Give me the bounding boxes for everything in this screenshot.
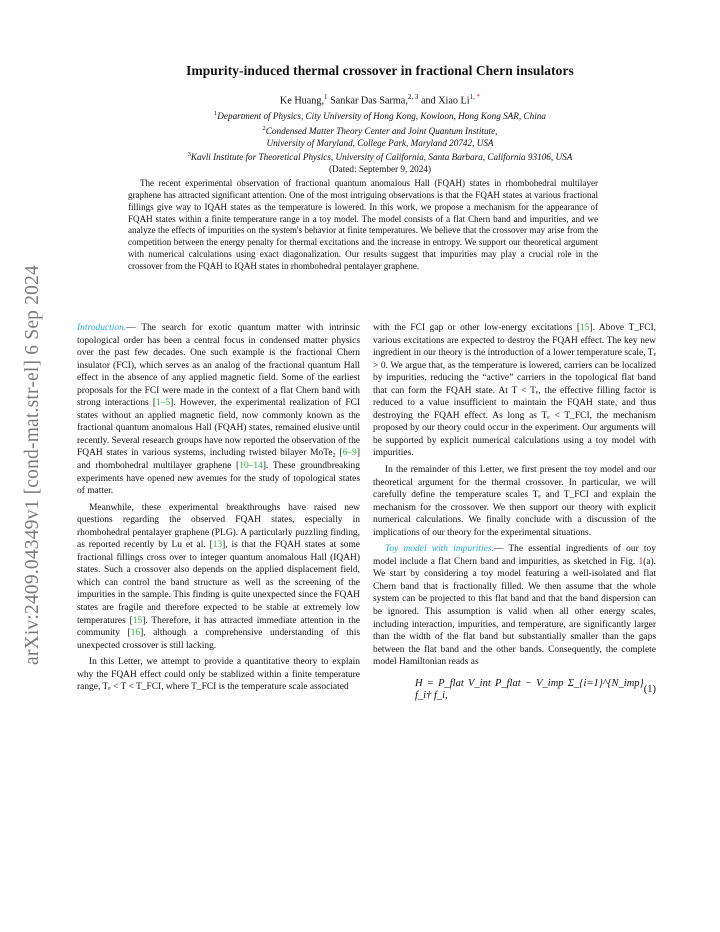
right-column bbox=[373, 322, 656, 703]
equation-body: H = P_flat V_int P_flat − V_imp Σ_{i=1}^{N_imp} f_i† f_i, bbox=[415, 677, 644, 702]
section-heading-toy-model[interactable]: Toy model with impurities. bbox=[385, 544, 494, 555]
section-heading-introduction[interactable]: Introduction. bbox=[77, 323, 127, 333]
paragraph: with the FCI gap or other low-energy excitations [15]. Above T_FCI, various excitations are expected to destroy the FQAH effect. The key new ingredient in our theory is the introduction of a lower temperature scale, Tₑ > 0. We argue that, as the temperature is lowered, carriers can be localized by impurities, reducing the “active” carriers in the topological flat band that can form the FQAH state. At T < Tₑ, the effective filling factor is reduced to a value insufficient to maintain the FQAH state, and thus destroying the FQAH effect. As long as Tₑ < T_FCI, the mechanism proposed by our theory could occur in the experiment. Our arguments will be supported by explicit numerical calculations using a toy model with impurities. bbox=[373, 323, 656, 459]
affiliation-line: University of Maryland, College Park, Maryland 20742, USA bbox=[266, 137, 494, 148]
citation-link[interactable]: 15 bbox=[132, 615, 143, 626]
paper-header bbox=[100, 63, 660, 174]
paper-title: Impurity-induced thermal crossover in fractional Chern insulators bbox=[186, 63, 574, 78]
citation-link[interactable]: 16 bbox=[130, 628, 141, 639]
arxiv-id: arXiv:2409.04349v1 [cond-mat.str-el] 6 Sep 2024 bbox=[22, 264, 43, 666]
corresponding-author-link[interactable]: * bbox=[476, 93, 481, 101]
paragraph: Meanwhile, these experimental breakthroughs have raised new questions regarding the observed FQAH states, especially in rhombohedral pentalayer graphene (PLG). A particularly puzzling finding, as reported recently by Lu et al. [13], is that the FQAH states at some fractional fillings cross over to integer quantum anomalous Hall (IQAH) states. Such a crossover also depends on the applied displacement field, which can control the band structure as well as the screening of the impurities in the sample. This finding is quite unexpected since the FQAH states are fragile and therefore expected to be stable at extremely low temperatures [15]. Therefore, it has attracted immediate attention in the community [16], although a comprehensive understanding of this unexpected crossover is still lacking. bbox=[77, 502, 360, 651]
affiliation-line: $^3$Kavli Institute for Theoretical Physics, University of California, Santa Barbara, California 93106, USA bbox=[187, 151, 573, 163]
author-list bbox=[100, 93, 660, 106]
equation-1 bbox=[373, 678, 656, 703]
date-line: (Dated: September 9, 2024) bbox=[328, 164, 432, 175]
author-name: and Xiao Li bbox=[418, 95, 470, 107]
author-affil-mark: 1, bbox=[469, 93, 477, 101]
figure-link[interactable]: 1 bbox=[638, 556, 644, 567]
citation-link[interactable]: 6–9 bbox=[342, 448, 357, 459]
affiliation-line: $^2$Condensed Matter Theory Center and Joint Quantum Institute, bbox=[262, 124, 498, 136]
equation-number: (1) bbox=[643, 684, 656, 696]
arxiv-sidebar-stamp bbox=[18, 230, 48, 700]
citation-link[interactable]: 10–14 bbox=[239, 461, 263, 472]
affiliation-list bbox=[100, 108, 660, 163]
left-column bbox=[77, 322, 360, 698]
author-name: Ke Huang, bbox=[279, 95, 325, 107]
paragraph: Toy model with impurities.— The essential ingredients of our toy model include a flat Chern band and impurities, as sketched in Fig. 1(a). We start by considering a toy model featuring a well-isolated and flat Chern band that is fractionally filled. We then assume that the whole system can be projected to this flat band and that the band dispersion can be ignored. This assumption is valid when all other energy scales, including interaction, impurities, and temperature, are significantly larger than the width of the flat band but substantially smaller than the gaps between the flat band and the other bands. Consequently, the complete model Hamiltonian reads as bbox=[373, 544, 656, 668]
author-affil-mark: 1 bbox=[324, 93, 328, 101]
paragraph: In the remainder of this Letter, we first present the toy model and our theoretical argument for the thermal crossover. In particular, we will carefully define the temperature scales Tₑ and T_FCI and explain the mechanism for the crossover. We then support our theory with explicit numerical calculations. We finally conclude with a discussion of the implications of our theory for the experimental situations. bbox=[373, 465, 656, 538]
author-affil-mark: 2, 3 bbox=[407, 93, 419, 101]
abstract: The recent experimental observation of fractional quantum anomalous Hall (FQAH) states in rhombohedral multilayer graphene has attracted significant attention. One of the most intriguing observations is that the FQAH states at various fractional fillings give way to IQAH states as the temperature is lowered. In this work, we propose a mechanism for the appearance of FQAH states within a finite temperature range in a toy model. The model consists of a flat Chern band and impurities, and we analyze the effects of impurities on the system's behavior at finite temperatures. We believe that the crossover may arise from the competition between the energy penalty for thermal excitations and the increase in entropy. We support our theoretical argument with numerical calculations using exact diagonalization. Our results suggest that impurities may play a crucial role in the crossover from the FQAH to IQAH states in rhombohedral pentalayer graphene. bbox=[128, 178, 598, 271]
affiliation-line: $^1$Department of Physics, City University of Hong Kong, Kowloon, Hong Kong SAR, China bbox=[214, 110, 546, 122]
citation-link[interactable]: 13 bbox=[212, 540, 223, 551]
citation-link[interactable]: 1–5 bbox=[155, 398, 171, 409]
paragraph: Introduction.— The search for exotic quantum matter with intrinsic topological order has been a central focus in condensed matter physics over the past few decades. One such example is the fractional Chern insulator (FCI), which serves as an analog of the fractional quantum Hall effect in the absence of any applied magnetic field. Some of the earliest proposals for the FCI were made in the context of a flat Chern band with strong interactions [1–5]. However, the experimental realization of FCI states without an applied magnetic field, now commonly known as the fractional quantum anomalous Hall (FQAH) states, remained elusive until recently. Several research groups have now reported the observation of the FQAH states in various systems, including twisted bilayer MoTe₂ [6–9] and rhombohedral multilayer graphene [10–14]. These groundbreaking experiments have opened new avenues for the study of topological states of matter. bbox=[77, 323, 361, 497]
citation-link[interactable]: 15 bbox=[579, 323, 590, 333]
paragraph: In this Letter, we attempt to provide a quantitative theory to explain why the FQAH effect could only be stablized within a finite temperature range, Tₑ < T < T_FCI, where T_FCI is the temperature scale associated bbox=[77, 657, 360, 693]
author-name: Sankar Das Sarma, bbox=[327, 95, 408, 107]
